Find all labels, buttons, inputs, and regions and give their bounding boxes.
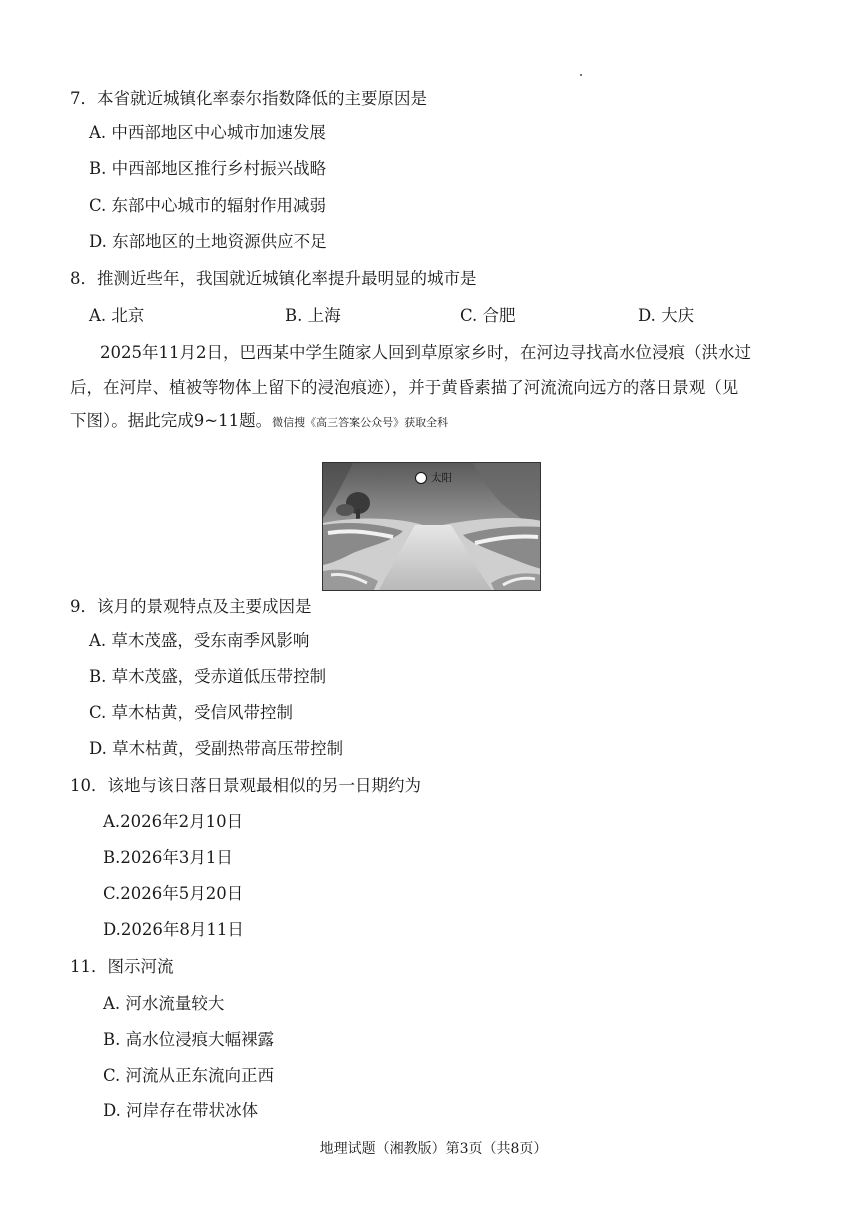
passage-note: 微信搜《高三答案公众号》获取全科 — [272, 416, 449, 429]
q7-option-d: D. 东部地区的土地资源供应不足 — [89, 232, 327, 251]
q11-option-d: D. 河岸存在带状冰体 — [103, 1101, 259, 1120]
q7-stem: 7．本省就近城镇化率泰尔指数降低的主要原因是 — [70, 89, 427, 108]
q11-option-b: B. 高水位浸痕大幅裸露 — [103, 1030, 275, 1049]
q11-option-c: C. 河流从正东流向正西 — [103, 1066, 275, 1085]
q9-stem: 9．该月的景观特点及主要成因是 — [70, 597, 312, 616]
q10-stem: 10．该地与该日落日景观最相似的另一日期约为 — [70, 776, 421, 795]
q10-option-c: C.2026年5月20日 — [103, 884, 244, 903]
sunset-sketch-figure — [322, 462, 541, 591]
page-footer: 地理试题（湘教版）第3页（共8页） — [319, 1141, 548, 1157]
q8-option-b: B. 上海 — [285, 306, 341, 325]
q9-option-c: C. 草木枯黄，受信风带控制 — [89, 703, 294, 722]
q11-option-a: A. 河水流量较大 — [103, 994, 225, 1013]
q10-option-d: D.2026年8月11日 — [103, 920, 244, 939]
q9-option-d: D. 草木枯黄，受副热带高压带控制 — [89, 739, 344, 758]
q8-option-d: D. 大庆 — [638, 306, 695, 325]
q8-option-c: C. 合肥 — [460, 306, 516, 325]
q9-option-b: B. 草木茂盛，受赤道低压带控制 — [89, 667, 327, 686]
passage-line-3-wrap — [70, 410, 448, 434]
q10-option-b: B.2026年3月1日 — [103, 848, 233, 867]
passage-line-3: 下图）。据此完成9~11题。 — [70, 411, 273, 430]
q7-option-a: A. 中西部地区中心城市加速发展 — [89, 123, 326, 142]
q8-options-row — [89, 305, 729, 327]
q8-option-a: A. 北京 — [89, 306, 145, 325]
q11-stem: 11．图示河流 — [70, 957, 174, 976]
q7-option-b: B. 中西部地区推行乡村振兴战略 — [89, 159, 327, 178]
q9-option-a: A. 草木茂盛，受东南季风影响 — [89, 631, 310, 650]
sun-label — [415, 470, 452, 485]
passage-line-2: 后，在河岸、植被等物体上留下的浸泡痕迹），并于黄昏素描了河流流向远方的落日景观（见 — [70, 378, 739, 397]
sun-label-text: 太阳 — [431, 472, 452, 484]
sun-icon — [415, 472, 427, 484]
passage-line-1: 2025年11月2日，巴西某中学生随家人回到草原家乡时，在河边寻找高水位浸痕（洪水过 — [100, 343, 751, 362]
q10-option-a: A.2026年2月10日 — [103, 812, 244, 831]
q7-option-c: C. 东部中心城市的辐射作用减弱 — [89, 196, 327, 215]
q8-stem: 8．推测近些年，我国就近城镇化率提升最明显的城市是 — [70, 269, 477, 288]
scan-dot — [580, 74, 582, 76]
